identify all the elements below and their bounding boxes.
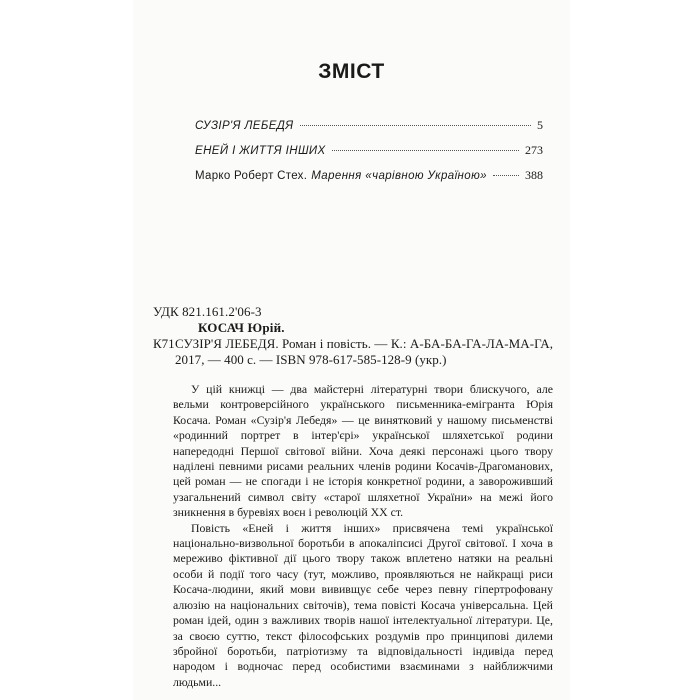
book-page bbox=[133, 0, 570, 700]
toc-entry-page: 273 bbox=[525, 143, 543, 157]
toc-entry bbox=[195, 168, 543, 193]
biblio-entry: СУЗІР'Я ЛЕБЕДЯ. Роман і повість. — К.: А-БА-БА-ГА-ЛА-МА-ГА, 2017, — 400 с. — ISBN 978-617-585-128-9 (укр.) bbox=[175, 336, 553, 367]
biblio-entry-block bbox=[153, 336, 553, 368]
toc-leader-dots bbox=[493, 175, 519, 176]
toc-entry bbox=[195, 118, 543, 143]
toc-entry-title: СУЗІР'Я ЛЕБЕДЯ bbox=[195, 120, 294, 132]
toc-leader-dots bbox=[300, 125, 531, 126]
toc-heading: ЗМІСТ bbox=[318, 60, 385, 83]
toc-entry-author: Марко Роберт Стех. bbox=[195, 170, 308, 182]
biblio-author: КОСАЧ Юрій. bbox=[198, 320, 285, 335]
annotation-paragraph: У цій книжці — два майстерні літературні твори блискучого, але вельми контроверсійного українського письменника-емігранта Юрія Косача. Роман «Сузір'я Лебедя» — це винятковий у нашому письменстві «родинний портрет в інтер'єрі» української шляхетської родини напередодні Першої світової війни. Хоча деякі персонажі цього твору наділені певними рисами реальних членів родини Косачів-Драгоманових, цей роман — не спогади і не історія конкретної родини, а завороживший узагальнений символ світу «старої шляхетної України» на межі його зникнення в буревіях воєн і революцій XX ст. bbox=[173, 382, 553, 520]
toc-entry-title: Марення «чарівною Україною» bbox=[311, 170, 487, 182]
toc-entry-title: ЕНЕЙ І ЖИТТЯ ІНШИХ bbox=[195, 145, 326, 157]
toc-leader-dots bbox=[332, 150, 519, 151]
toc-entry-page: 5 bbox=[537, 118, 543, 132]
author-mark: К71 bbox=[153, 336, 175, 351]
udk-code: УДК 821.161.2'06-3 bbox=[153, 304, 262, 319]
annotation-paragraph: Повість «Еней і життя інших» присвячена темі української національно-визвольної боротьби в апокаліпсисі Другої світової. І хоча в мереживо фіктивної дії цього твору також вплетено натяки на реальні особи й події того часу (тут, можливо, проявляються не найкращі риси Косача-людини, який мови вививщує себе через певну гіпертрофовану алюзію на національних світочів), тема повісті Косача універсальна. Цей роман ідей, один з важливих творів нашої інтелектуальної літератури. Це, за своєю суттю, текст філософських роздумів про принципові дилеми збройної боротьби, патріотизму та відповідальності індивіда перед народом і водночас перед особистими взаєминами з найближчими людьми... bbox=[173, 520, 553, 689]
bibliographic-record bbox=[153, 304, 553, 368]
annotation bbox=[173, 382, 553, 690]
table-of-contents bbox=[195, 118, 543, 193]
toc-entry bbox=[195, 143, 543, 168]
toc-entry-page: 388 bbox=[525, 168, 543, 182]
